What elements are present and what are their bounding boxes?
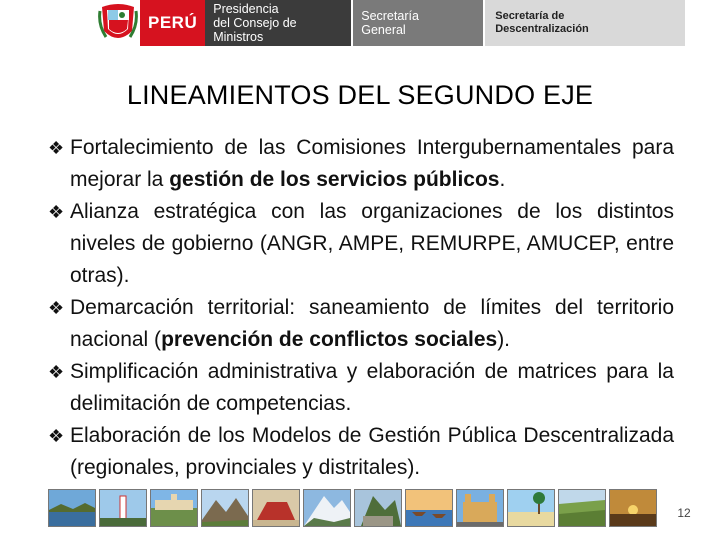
boats-photo [405, 489, 453, 527]
bullet-bold-text: gestión de los servicios públicos [169, 168, 500, 191]
peru-label: PERÚ [140, 0, 205, 46]
sg-line2: General [361, 23, 406, 37]
bullet-text: Alianza estratégica con las organizaciones de los distintos niveles de gobierno (ANGR, AMPE, REMURPE, AMUCEP, entre otras). [70, 200, 674, 287]
pcm-label [205, 0, 351, 46]
lake-photo [48, 489, 96, 527]
bullet-text-end: ). [497, 328, 511, 351]
bullet-item [48, 196, 674, 292]
sd-line2: Descentralización [495, 23, 589, 35]
bullet-text: Elaboración de los Modelos de Gestión Pública Descentralizada (regionales, provinciales y distritales). [70, 424, 674, 479]
page-number: 12 [677, 506, 691, 520]
bullet-list [48, 132, 674, 484]
machu-picchu-photo [354, 489, 402, 527]
bullet-item [48, 292, 674, 356]
snow-peak-photo [303, 489, 351, 527]
secretaria-general-label [353, 0, 483, 46]
slide-title: LINEAMIENTOS DEL SEGUNDO EJE [126, 80, 594, 110]
pyramid-photo [252, 489, 300, 527]
bullet-diamond-icon: ❖ [48, 298, 65, 318]
bullet-diamond-icon: ❖ [48, 202, 65, 222]
bullet-text: Simplificación administrativa y elaboración de matrices para la delimitación de competencias. [70, 360, 674, 415]
bullet-text: Fortalecimiento de las Comisiones Intergubernamentales para mejorar la [70, 136, 674, 191]
cathedral-photo [456, 489, 504, 527]
bullet-text: Demarcación territorial: saneamiento de límites del territorio nacional ( [70, 296, 674, 351]
valley-photo [558, 489, 606, 527]
bullet-diamond-icon: ❖ [48, 362, 65, 382]
bullet-text-end: . [499, 168, 506, 191]
pcm-line1: Presidencia [213, 2, 279, 16]
pcm-line2: del Consejo de Ministros [213, 16, 297, 44]
sunset-photo [609, 489, 657, 527]
plaza-photo [150, 489, 198, 527]
sg-line1: Secretaría [361, 9, 419, 23]
lighthouse-photo [99, 489, 147, 527]
bullet-item [48, 420, 674, 484]
mountains-photo [201, 489, 249, 527]
bullet-bold-text: prevención de conflictos sociales [161, 328, 498, 351]
coat-of-arms-icon [96, 0, 140, 46]
photo-strip [48, 489, 657, 527]
secretaria-descentralizacion-label [485, 0, 685, 46]
bullet-item [48, 356, 674, 420]
header-banner [96, 0, 685, 46]
bullet-item [48, 132, 674, 196]
palm-beach-photo [507, 489, 555, 527]
sd-line1: Secretaría de [495, 10, 565, 22]
bullet-diamond-icon: ❖ [48, 426, 65, 446]
bullet-diamond-icon: ❖ [48, 138, 65, 158]
